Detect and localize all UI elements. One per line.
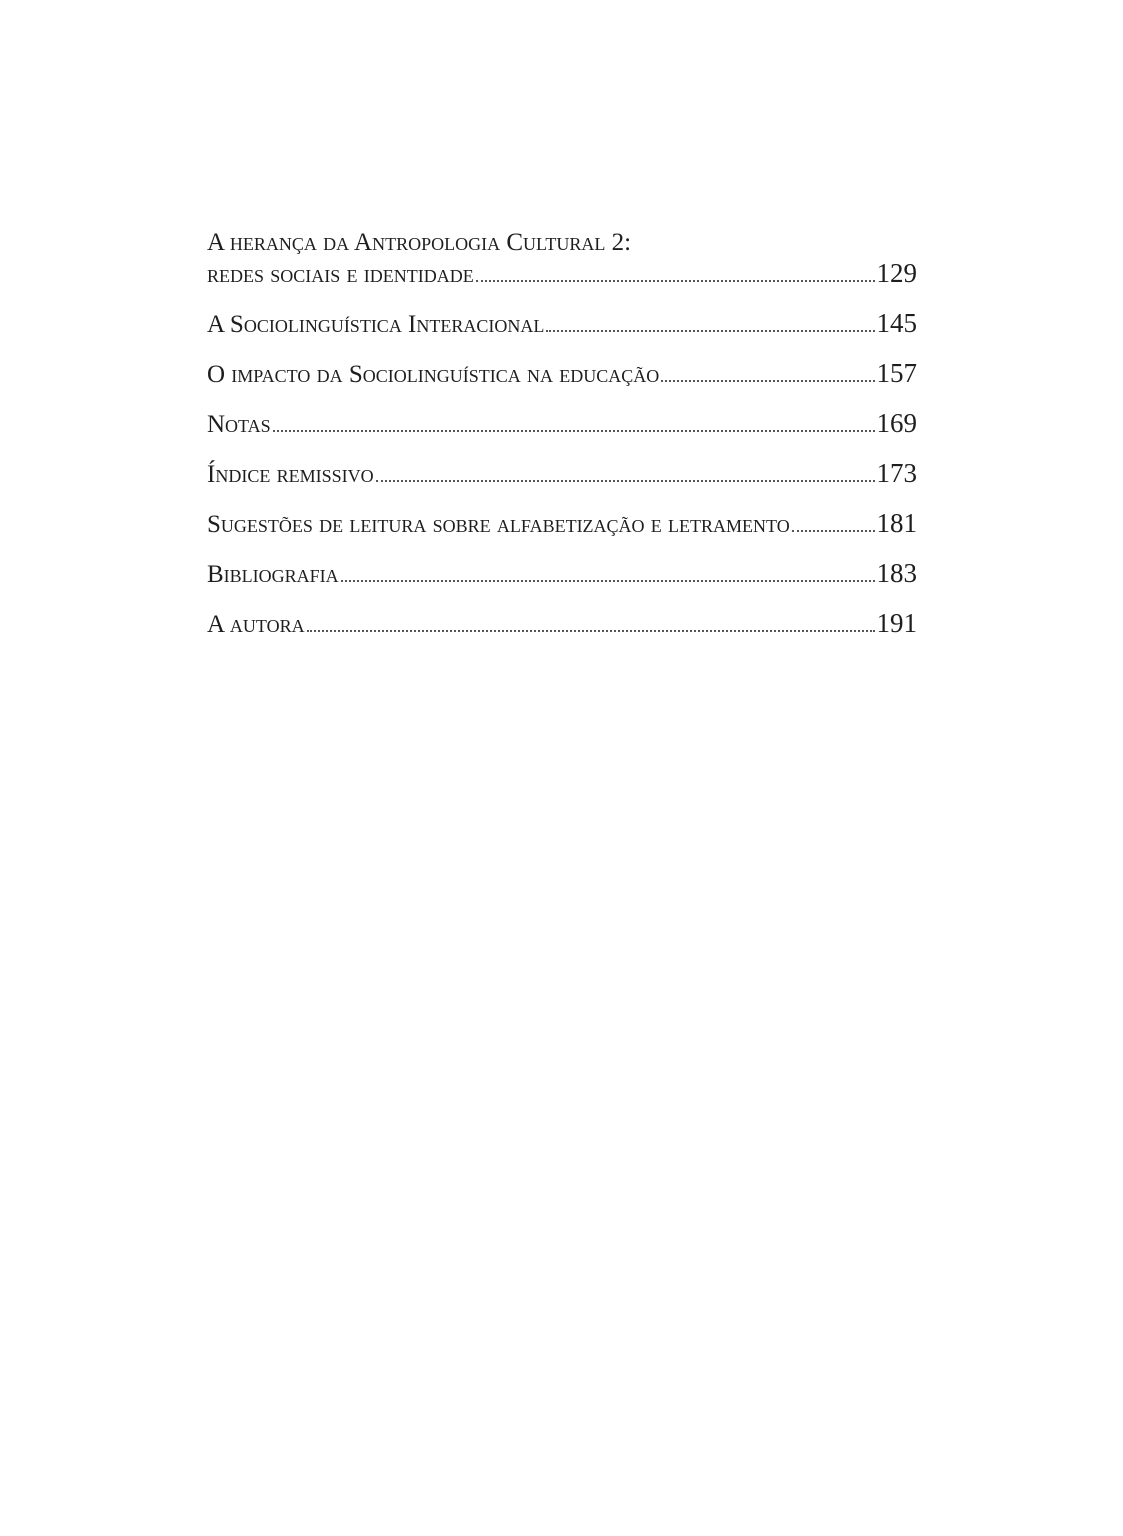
toc-entry-title: Bibliografia: [207, 561, 339, 588]
toc-entry-line: [207, 308, 917, 340]
toc-entry-antropologia-cultural[interactable]: [207, 228, 917, 290]
toc-entry-impacto-educacao[interactable]: [207, 358, 917, 390]
toc-page-number: 169: [876, 408, 917, 438]
dot-leader: [792, 530, 875, 532]
toc-entry-line: [207, 458, 917, 490]
toc-entry-title-line-1: A herança da Antropologia Cultural 2:: [207, 229, 632, 256]
toc-entry-line: [207, 558, 917, 590]
dot-leader: [273, 430, 875, 432]
toc-page-number: 183: [876, 558, 917, 588]
table-of-contents: [207, 228, 917, 658]
toc-entry-line: [207, 608, 917, 640]
toc-entry-sociolinguistica-interacional[interactable]: [207, 308, 917, 340]
toc-entry-line: [207, 258, 917, 290]
toc-entry-title: Sugestões de leitura sobre alfabetização e letramento: [207, 511, 790, 538]
toc-page-number: 129: [876, 258, 917, 288]
toc-page-number: 191: [876, 608, 917, 638]
toc-entry-line: [207, 408, 917, 440]
toc-page-number: 145: [876, 308, 917, 338]
toc-page-number: 157: [876, 358, 917, 388]
dot-leader: [376, 480, 875, 482]
dot-leader: [661, 380, 874, 382]
toc-entry-title: Índice remissivo: [207, 461, 374, 488]
toc-entry-title: redes sociais e identidade: [207, 261, 474, 288]
toc-page-number: 181: [876, 508, 917, 538]
toc-entry-title: A Sociolinguística Interacional: [207, 311, 545, 338]
toc-entry-sugestoes-leitura[interactable]: [207, 508, 917, 540]
toc-entry-a-autora[interactable]: [207, 608, 917, 640]
toc-entry-title: A autora: [207, 611, 305, 638]
dot-leader: [341, 580, 875, 582]
dot-leader: [307, 630, 875, 632]
dot-leader: [476, 280, 875, 282]
toc-entry-notas[interactable]: [207, 408, 917, 440]
toc-entry-line: [207, 358, 917, 390]
toc-entry-indice-remissivo[interactable]: [207, 458, 917, 490]
dot-leader: [546, 330, 874, 332]
toc-entry-bibliografia[interactable]: [207, 558, 917, 590]
toc-entry-title: O impacto da Sociolinguística na educação: [207, 361, 660, 388]
toc-page-number: 173: [876, 458, 917, 488]
toc-entry-title: Notas: [207, 411, 271, 438]
toc-entry-line: [207, 508, 917, 540]
